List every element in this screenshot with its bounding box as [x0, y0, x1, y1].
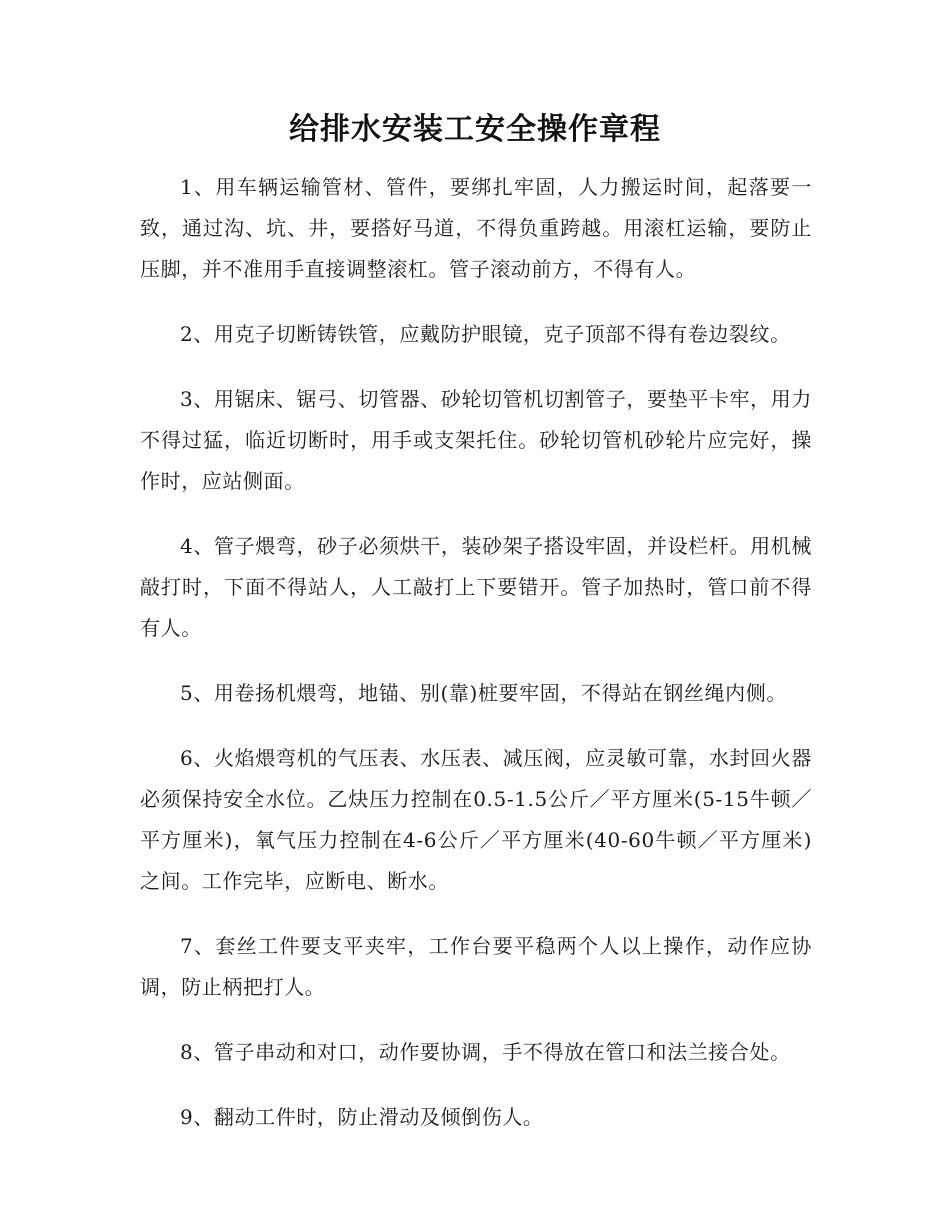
paragraph-3: 3、用锯床、锯弓、切管器、砂轮切管机切割管子，要垫平卡牢，用力不得过猛，临近切断时，用手或支架托住。砂轮切管机砂轮片应完好，操作时，应站侧面。 — [140, 387, 812, 493]
paragraph-9: 9、翻动工件时，防止滑动及倾倒伤人。 — [180, 1105, 544, 1129]
paragraph-1: 1、用车辆运输管材、管件，要绑扎牢固，人力搬运时间，起落要一致，通过沟、坑、井，要搭好马道，不得负重跨越。用滚杠运输，要防止压脚，并不准用手直接调整滚杠。管子滚动前方，不得有人。 — [140, 175, 812, 281]
document-body — [140, 167, 812, 1162]
paragraph-8: 8、管子串动和对口，动作要协调，手不得放在管口和法兰接合处。 — [180, 1040, 791, 1064]
paragraph-4: 4、管子煨弯，砂子必须烘干，装砂架子搭设牢固，并设栏杆。用机械敲打时，下面不得站人，人工敲打上下要错开。管子加热时，管口前不得有人。 — [140, 534, 812, 640]
paragraph-6: 6、火焰煨弯机的气压表、水压表、减压阀，应灵敏可靠，水封回火器必须保持安全水位。乙炔压力控制在0.5-1.5公斤／平方厘米(5-15牛顿／平方厘米)，氧气压力控制在4-6公斤／平方厘米(40-60牛顿／平方厘米)之间。工作完毕，应断电、断水。 — [140, 746, 812, 893]
paragraph-2: 2、用克子切断铸铁管，应戴防护眼镜，克子顶部不得有卷边裂纹。 — [180, 322, 791, 346]
paragraph-7: 7、套丝工件要支平夹牢，工作台要平稳两个人以上操作，动作应协调，防止柄把打人。 — [140, 934, 812, 999]
paragraph-5: 5、用卷扬机煨弯，地锚、别(靠)桩要牢固，不得站在钢丝绳内侧。 — [180, 681, 787, 705]
document-title: 给排水安装工安全操作章程 — [289, 112, 661, 147]
